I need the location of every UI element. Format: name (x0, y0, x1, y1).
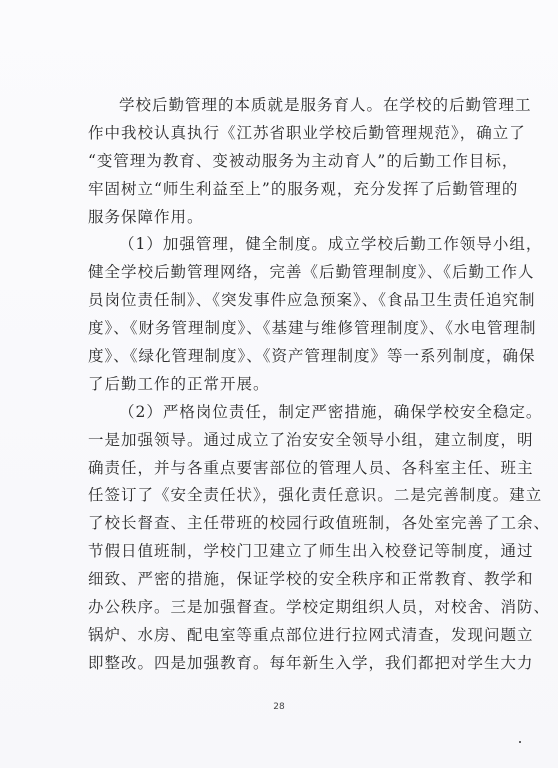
page-number: 28 (273, 702, 285, 712)
text-line: 办公秩序。三是加强督查。学校定期组织人员，对校舍、消防、 (88, 598, 551, 617)
text-line: 员岗位责任制》、《突发事件应急预案》、《食品卫生责任追究制 (88, 291, 536, 310)
text-line: 度》、《财务管理制度》、《基建与维修管理制度》、《水电管理制 (88, 319, 537, 338)
body-text (88, 92, 551, 678)
text-line: 度》、《绿化管理制度》、《资产管理制度》等一系列制度，确保 (88, 347, 536, 366)
text-line: 健全学校后勤管理网络，完善《后勤管理制度》、《后勤工作人 (88, 263, 535, 282)
text-line: 任签订了《安全责任状》，强化责任意识。二是完善制度。建立 (88, 486, 543, 505)
text-line: 锅炉、水房、配电室等重点部位进行拉网式清查，发现问题立 (88, 625, 534, 644)
scan-speck (519, 741, 521, 743)
text-line: 细致、严密的措施，保证学校的安全秩序和正常教育、教学和 (88, 570, 534, 589)
text-line: 节假日值班制，学校门卫建立了师生出入校登记等制度，通过 (88, 542, 534, 561)
text-line: 一是加强领导。通过成立了治安安全领导小组，建立制度，明 (88, 430, 534, 449)
text-line: 确责任，并与各重点要害部位的管理人员、各科室主任、班主 (88, 458, 534, 477)
text-line: 学校后勤管理的本质就是服务育人。在学校的后勤管理工 (119, 96, 532, 114)
text-line: 了后勤工作的正常开展。 (88, 374, 270, 393)
text-line: （2）严格岗位责任，制定严密措施，确保学校安全稳定。 (119, 402, 543, 421)
text-line: 服务保障作用。 (88, 207, 204, 226)
text-line: 作中我校认真执行《江苏省职业学校后勤管理规范》，确立了 (88, 123, 526, 142)
text-line: 即整改。四是加强教育。每年新生入学，我们都把对学生大力 (88, 653, 534, 672)
text-line: 牢固树立“师生利益至上”的服务观，充分发挥了后勤管理的 (88, 179, 519, 198)
text-line: 了校长督查、主任带班的校园行政值班制，各处室完善了工余、 (88, 514, 551, 533)
text-line: “变管理为教育、变被动服务为主动育人”的后勤工作目标， (88, 151, 519, 170)
text-line: （1）加强管理，健全制度。成立学校后勤工作领导小组， (119, 235, 543, 254)
